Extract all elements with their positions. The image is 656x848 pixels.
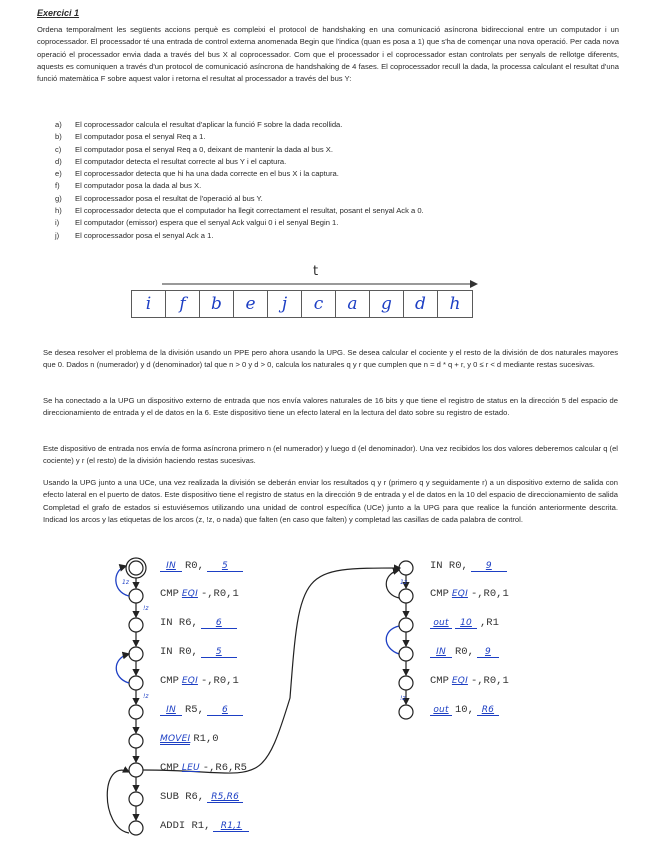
state-node bbox=[399, 561, 413, 575]
state-node bbox=[399, 589, 413, 603]
timeline-cell[interactable]: h bbox=[449, 294, 461, 314]
state-label: CMP EQI -,R0,1 bbox=[160, 588, 239, 600]
state-label: CMP EQI -,R0,1 bbox=[430, 675, 509, 687]
timeline-cell[interactable]: d bbox=[404, 291, 438, 317]
list-item: j) El coprocessador posa el senyal Ack a 1. bbox=[55, 230, 214, 240]
state-label: CMP EQI -,R0,1 bbox=[160, 675, 239, 687]
state-label: CMP LEU -,R6,R5 bbox=[160, 762, 247, 774]
state-label: IN R0, 5 bbox=[160, 560, 243, 572]
state-node bbox=[129, 618, 143, 632]
state-label: out 10 ,R1 bbox=[430, 617, 499, 629]
list-item: f) El computador posa la dada al bus X. bbox=[55, 181, 202, 191]
timeline-cell[interactable]: e bbox=[234, 291, 268, 317]
list-item: e) El coprocessador detecta que hi ha una dada correcte en el bus X i la captura. bbox=[55, 169, 339, 179]
timeline-label: t bbox=[313, 264, 319, 279]
arc-label: !z bbox=[400, 695, 406, 702]
task-description: Usando la UPG junto a una UCe, una vez realizada la división se deberán enviar los resultados q y r (primero q y seguidamente r) a un dispositivo externo de salida con efecto lateral en el puerto de datos. Este dispositivo tiene el registro de status en la dirección 9 de entrada y el de datos en la 10 del espacio de direccionamiento de salida Completad el grafo de estados si estuviésemos utilizando una unidad de control específica (UCe) junto a la UPG para que realice la función anteriormente descrita. Indicad los arcos y las etiquetas de los arcos (z, !z, o nada) que falten (en caso que falten) y completad las casillas de cada palabra de control. bbox=[43, 478, 618, 524]
timeline-cell[interactable]: g bbox=[370, 291, 404, 317]
timeline-cell[interactable]: f bbox=[166, 291, 200, 317]
exercise-title: Exercici 1 bbox=[37, 8, 80, 18]
list-item: a) El coprocessador calcula el resultat d'aplicar la funció F sobre la dada recollida. bbox=[55, 120, 343, 129]
state-label: out 10, R6 bbox=[430, 704, 499, 716]
state-label: SUB R6, R5,R6 bbox=[160, 791, 243, 803]
arc-label: !z bbox=[143, 605, 149, 612]
state-node bbox=[129, 647, 143, 661]
state-node bbox=[399, 647, 413, 661]
timeline-cell[interactable]: b bbox=[200, 291, 234, 317]
state-graph bbox=[0, 548, 656, 848]
timeline-cell[interactable]: j bbox=[268, 291, 302, 317]
state-label: MOVEI R1,0 bbox=[160, 733, 219, 745]
state-node bbox=[129, 734, 143, 748]
state-label: IN R0, 9 bbox=[430, 646, 499, 658]
state-label: IN R5, 6 bbox=[160, 704, 243, 716]
timeline-cell[interactable]: c bbox=[302, 291, 336, 317]
state-node bbox=[129, 792, 143, 806]
left-column bbox=[107, 558, 400, 835]
list-item: i) El computador (emissor) espera que el senyal Ack valgui 0 i el senyal Begin 1. bbox=[55, 218, 339, 228]
list-item: g) El coprocessador posa el resultat de l'operació al bus Y. bbox=[55, 193, 263, 203]
state-node bbox=[399, 618, 413, 632]
arc-label: 1z bbox=[122, 579, 129, 586]
intro-paragraph: Ordena temporalment les següents accions perquè es compleixi el protocol de handshaking en una comunicació asíncrona bidireccional entre un computador i un coprocessador. El processador té una entrada de control externa anomenada Begin que l'indica (quan es posa a 1) que s'ha de començar una nova operació. Per cada nova operació el processador envia dada a través del bus X al coprocessador. Com que el processador i el coprocessador estan controlats per senyals de rellotge diferents, aquests es comuniquen a través d'un protocol de comunicació asíncrona de handshaking de 4 fases. El coprocessador recull la dada, la processa calculant el resultat d'una funció matemàtica F sobre aquest valor i retorna el resultat al processador a través del bus Y: bbox=[37, 25, 619, 84]
state-label: IN R6, 6 bbox=[160, 617, 237, 629]
timeline-answer-boxes bbox=[131, 290, 473, 318]
device-description: Se ha conectado a la UPG un dispositivo externo de entrada que nos envía valores naturales de 16 bits y que tiene el registro de status en la dirección 5 del espacio de direccionamiento de entrada y el de datos en la 6. Este dispositivo tiene un efecto lateral en la lectura del dato sobre su registro de estado. bbox=[43, 396, 618, 418]
state-node bbox=[399, 676, 413, 690]
state-label: IN R0, 5 bbox=[160, 646, 237, 658]
state-label: ADDI R1, R1,1 bbox=[160, 820, 249, 832]
problem-statement: Se desea resolver el problema de la división usando un PPE pero ahora usando la UPG. Se desea calcular el cociente y el resto de la división de dos naturales mayores que 0. Dados n (numerador) y d (denominador) tal que n > 0 y d > 0, calcula los naturales q y r que cumplen que n = d * q + r, y 0 ≤ r < d mediante restas sucesivas. bbox=[43, 348, 618, 370]
timeline-cell[interactable]: a bbox=[336, 291, 370, 317]
state-label: CMP EQI -,R0,1 bbox=[430, 588, 509, 600]
list-item: c) El computador posa el senyal Req a 0, deixant de mantenir la dada al bus X. bbox=[55, 144, 333, 154]
arc-label: !z bbox=[143, 693, 149, 700]
state-node bbox=[129, 705, 143, 719]
input-order-description: Este dispositivo de entrada nos envía de forma asíncrona primero n (el numerador) y luego d (el denominador). Una vez recibidos los dos valores deberemos calcular q (el cociente) y r (el resto) de la división haciendo restas sucesivas. bbox=[43, 444, 618, 466]
arc-label: 1z bbox=[400, 579, 407, 586]
timeline-cell[interactable]: i bbox=[132, 291, 166, 317]
actions-list bbox=[55, 119, 615, 242]
list-item: b) El computador posa el senyal Req a 1. bbox=[55, 132, 206, 142]
state-node bbox=[129, 589, 143, 603]
state-label: IN R0, 9 bbox=[430, 560, 507, 572]
state-node bbox=[129, 821, 143, 835]
state-node bbox=[129, 763, 143, 777]
list-item: d) El computador detecta el resultat correcte al bus Y i el captura. bbox=[55, 156, 287, 166]
state-node bbox=[399, 705, 413, 719]
state-node bbox=[129, 676, 143, 690]
list-item: h) El coprocessador detecta que el computador ha llegit correctament el resultat, posant el senyal Ack a 0. bbox=[55, 206, 424, 216]
timeline-arrow-icon bbox=[160, 279, 480, 289]
state-node bbox=[129, 561, 143, 575]
